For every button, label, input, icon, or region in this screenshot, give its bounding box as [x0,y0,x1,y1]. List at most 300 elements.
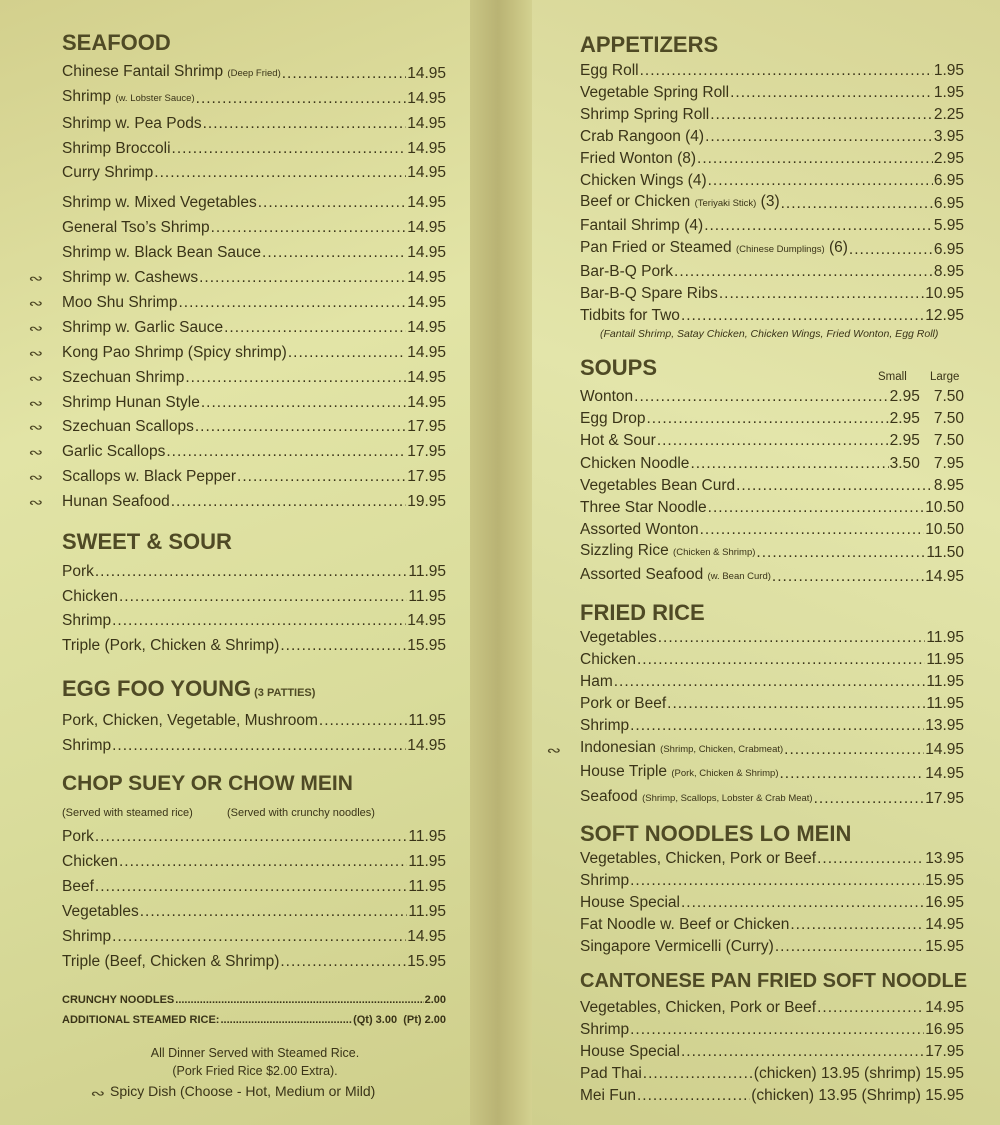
section-title-sweet-sour-text: SWEET & SOUR [62,529,232,554]
item-name: Assorted Wonton [580,521,699,538]
dot-leader [630,716,924,736]
dot-leader [681,1042,924,1062]
item-price: 11.95 [926,629,964,646]
menu-item-row [580,716,964,736]
dot-leader [95,562,407,582]
served-with-steamed-rice: (Served with steamed rice) [62,807,193,819]
menu-item-row [62,89,446,109]
item-name: Egg Drop [580,410,646,427]
dot-leader [643,1064,753,1084]
item-price: 6.95 [933,195,964,212]
menu-item-row [580,127,964,147]
dot-leader [630,871,924,891]
item-price: 16.95 [925,894,964,911]
dot-leader [282,64,406,84]
spicy-pepper-icon: ∾ [90,1085,106,1101]
item-price: 11.95 [926,651,964,668]
dot-leader [814,789,925,809]
item-price: 7.50 [933,410,964,427]
dot-leader [690,454,888,474]
footer-line-2: (Pork Fried Rice $2.00 Extra). [172,1064,338,1078]
menu-item-row [580,650,964,670]
item-name: Shrimp w. Mixed Vegetables [62,194,257,211]
menu-item-row [580,171,964,191]
menu-item-row [62,417,446,437]
dot-leader [154,163,406,183]
item-name: Pad Thai [580,1065,642,1082]
menu-item-row [580,498,964,518]
section-title-appetizers-text: APPETIZERS [580,32,719,57]
item-name: Vegetables, Chicken, Pork or Beef [580,850,817,867]
dot-leader [700,520,925,540]
item-name: Fried Wonton (8) [580,150,697,167]
menu-item-row [62,852,446,872]
dot-leader [658,628,926,648]
menu-item-row [580,105,964,125]
dot-leader [112,611,406,631]
section-title-seafood-text: SEAFOOD [62,30,171,55]
menu-item-row [62,114,446,134]
item-price: 3.95 [933,128,964,145]
menu-item-row [62,952,446,972]
dot-leader [203,114,407,134]
dot-leader [637,650,925,670]
item-price: 14.95 [407,928,446,945]
menu-item-row [580,915,964,935]
item-price: 11.95 [926,695,964,712]
item-note: (w. Bean Curd) [707,571,771,582]
menu-item-row [580,83,964,103]
item-price: 11.50 [926,544,964,561]
dot-leader [674,262,933,282]
section-title-fried-rice-text: FRIED RICE [580,600,705,625]
item-name: Bar-B-Q Pork [580,263,674,280]
spicy-pepper-icon: ∾ [28,395,44,411]
item-price: 11.95 [408,563,446,580]
item-price: 14.95 [925,916,964,933]
dot-leader [704,216,933,236]
item-name: Beef [62,878,94,895]
item-price: 15.95 [925,938,964,955]
menu-item-row [580,1042,964,1062]
menu-item-row [580,1020,964,1040]
dot-leader [775,937,924,957]
crunchy-noodles-label: CRUNCHY NOODLES [62,994,175,1006]
item-price: 15.95 [925,1065,964,1082]
dot-leader [258,193,406,213]
dot-leader [657,431,889,451]
menu-item-row [62,927,446,947]
dot-leader [166,442,406,462]
item-price: 1.95 [933,84,964,101]
item-price: 13.95 [925,717,964,734]
spicy-pepper-icon: ∾ [28,419,44,435]
item-price: 14.95 [407,115,446,132]
dot-leader [708,171,933,191]
dot-leader [667,694,925,714]
dot-leader [697,149,933,169]
section-title-appetizers [580,32,718,58]
section-title-soups [580,355,657,381]
dot-leader [772,567,924,587]
item-price: 11.95 [408,828,446,845]
dot-leader [119,587,407,607]
item-name: Crab Rangoon (4) [580,128,705,145]
item-name: Vegetables [580,629,657,646]
item-price: 14.95 [407,394,446,411]
item-price: 2.25 [933,106,964,123]
menu-item-row [62,318,446,338]
item-price-small: 2.95 [889,388,920,405]
item-price: 14.95 [407,90,446,107]
item-price: 13.95 [925,850,964,867]
item-price: 5.95 [933,217,964,234]
section-title-chop-suey [62,772,353,796]
spicy-pepper-icon: ∾ [546,742,562,758]
item-name: Scallops w. Black Pepper [62,468,237,485]
item-price-small: 2.95 [889,410,920,427]
item-name: Triple (Pork, Chicken & Shrimp) [62,637,280,654]
item-price: 12.95 [925,307,964,324]
menu-item-row [580,409,964,429]
tidbits-note: (Fantail Shrimp, Satay Chicken, Chicken Wings, Fried Wonton, Egg Roll) [600,328,939,340]
item-price: 14.95 [925,765,964,782]
item-note: (Shrimp, Chicken, Crabmeat) [660,744,784,755]
item-note: (Pork, Chicken & Shrimp) [671,768,779,779]
menu-item-row [62,193,446,213]
section-title-egg-foo-young-text: EGG FOO YOUNG [62,676,252,701]
dot-leader [710,105,933,125]
item-name: Beef or Chicken (Teriyaki Stick) (3) [580,193,780,210]
item-note: (Deep Fried) [227,68,281,79]
menu-item-row [580,628,964,648]
dot-leader [708,498,925,518]
menu-item-row [62,343,446,363]
item-name: Triple (Beef, Chicken & Shrimp) [62,953,280,970]
dot-leader [119,852,407,872]
dot-leader [817,998,924,1018]
item-name: Shrimp w. Pea Pods [62,115,202,132]
dot-leader [172,139,407,159]
menu-fold [470,0,532,1125]
item-price: 11.95 [926,673,964,690]
menu-item-row [580,262,964,282]
soup-small-header: Small [878,371,907,383]
item-name: Vegetables, Chicken, Pork or Beef [580,999,817,1016]
item-price: 8.95 [933,263,964,280]
item-price: 15.95 [925,1087,964,1104]
dot-leader [630,1020,924,1040]
item-price: 14.95 [407,319,446,336]
dot-leader [634,387,889,407]
dot-leader [112,736,406,756]
item-name: Assorted Seafood (w. Bean Curd) [580,566,771,583]
item-price: 11.95 [408,588,446,605]
menu-item-row [580,306,964,326]
spicy-pepper-icon: ∾ [28,320,44,336]
section-title-seafood [62,30,171,56]
menu-item-row [580,893,964,913]
item-name: Pork or Beef [580,695,667,712]
item-note: (Chicken & Shrimp) [673,547,756,558]
dot-leader [784,740,924,760]
menu-item-row [62,711,446,731]
menu-item-row [580,454,964,474]
item-price: 14.95 [407,140,446,157]
item-name: Shrimp [62,737,112,754]
menu-item-row [580,61,964,81]
item-name: Three Star Noodle [580,499,707,516]
dot-leader [95,877,407,897]
item-name: Vegetable Spring Roll [580,84,730,101]
section-title-fried-rice [580,600,705,626]
item-price: 19.95 [407,493,446,510]
item-price: 7.50 [933,388,964,405]
menu-item-row [62,587,446,607]
spicy-pepper-icon: ∾ [28,295,44,311]
item-name: House Special [580,1043,680,1060]
menu-item-row [62,902,446,922]
menu-item-row [580,431,964,451]
dot-leader [201,393,406,413]
dot-leader [640,61,933,81]
menu-item-row [580,194,964,214]
section-title-soft-noodles-text: SOFT NOODLES LO MEIN [580,821,852,846]
item-price: 14.95 [407,344,446,361]
item-name: Sizzling Rice (Chicken & Shrimp) [580,542,756,559]
item-price: 17.95 [925,1043,964,1060]
item-price: 8.95 [933,477,964,494]
dot-leader [199,268,406,288]
dot-leader [262,243,406,263]
item-name: Ham [580,673,613,690]
additional-rice-label: ADDITIONAL STEAMED RICE: [62,1014,220,1026]
dot-leader [280,636,406,656]
item-name: Chicken [62,853,118,870]
item-name: Bar-B-Q Spare Ribs [580,285,718,302]
dot-leader [781,194,933,214]
item-price: 17.95 [407,418,446,435]
item-price: 11.95 [408,712,446,729]
menu-item-row [62,827,446,847]
item-note: (Shrimp, Scallops, Lobster & Crab Meat) [642,793,813,804]
menu-item-row [62,611,446,631]
item-name: Singapore Vermicelli (Curry) [580,938,774,955]
item-price: 15.95 [407,953,446,970]
menu-item-row [580,672,964,692]
dot-leader [224,318,406,338]
menu-item-row [580,567,964,587]
menu-item-row [580,694,964,714]
dot-leader [681,893,924,913]
menu-item-row [580,387,964,407]
item-name: Hot & Sour [580,432,656,449]
menu-item-row [62,163,446,183]
item-note: (w. Lobster Sauce) [115,93,195,104]
section-title-egg-foo-young [62,676,315,702]
menu-item-row [580,740,964,760]
item-name: Pan Fried or Steamed (Chinese Dumplings) (6) [580,239,848,256]
menu-item-row [62,442,446,462]
item-name: Shrimp [62,928,112,945]
menu-item-row [580,998,964,1018]
dot-leader [95,827,407,847]
item-price: 2.95 [933,150,964,167]
menu-item-row [62,268,446,288]
item-name: Fat Noodle w. Beef or Chicken [580,916,790,933]
item-name: Mei Fun [580,1087,636,1104]
item-price: 17.95 [407,443,446,460]
item-price: 14.95 [407,612,446,629]
item-note: (Teriyaki Stick) [694,198,757,209]
menu-item-row [580,789,964,809]
section-title-cantonese-text: CANTONESE PAN FRIED SOFT NOODLE [580,970,968,992]
dot-leader [288,343,406,363]
dot-leader [730,83,933,103]
item-price: 10.50 [925,521,964,538]
item-price: 17.95 [407,468,446,485]
item-name: Tidbits for Two [580,307,680,324]
item-name: Shrimp Broccoli [62,140,171,157]
item-name: Shrimp w. Black Bean Sauce [62,244,262,261]
item-price: 6.95 [933,241,964,258]
dot-leader [220,1014,352,1026]
item-mid-price: (chicken) 13.95 (shrimp) [753,1065,926,1082]
item-name: Shrimp w. Garlic Sauce [62,319,224,336]
item-price: 1.95 [933,62,964,79]
menu-item-row [580,543,964,563]
item-name: Pork, Chicken, Vegetable, Mushroom [62,712,318,729]
section-title-sweet-sour [62,529,232,555]
footer-line-3: Spicy Dish (Choose - Hot, Medium or Mild) [110,1083,376,1099]
section-title-chop-suey-text: CHOP SUEY OR CHOW MEIN [62,772,353,795]
item-price-small: 3.50 [889,455,920,472]
item-price: 14.95 [925,999,964,1016]
item-price: 7.50 [933,432,964,449]
menu-item-row [580,849,964,869]
item-price: 14.95 [407,294,446,311]
crunchy-noodles-price: 2.00 [424,994,446,1006]
soup-large-header: Large [930,371,960,383]
item-price: 14.95 [925,568,964,585]
item-price: 15.95 [925,872,964,889]
menu-item-row [62,293,446,313]
menu-item-row [62,243,446,263]
additional-rice-qt: (Qt) 3.00 [353,1014,398,1026]
item-name: Chicken [62,588,118,605]
additional-rice-row [62,1010,446,1026]
dot-leader [790,915,924,935]
menu-item-row [62,64,446,84]
item-name: Shrimp Hunan Style [62,394,200,411]
menu-item-row [580,520,964,540]
dot-leader [211,218,407,238]
item-note: (Chinese Dumplings) [735,244,825,255]
spicy-pepper-icon: ∾ [28,469,44,485]
item-price: 7.95 [933,455,964,472]
menu-item-row [580,149,964,169]
item-name: General Tso’s Shrimp [62,219,210,236]
item-price: 6.95 [933,172,964,189]
item-price: 14.95 [407,737,446,754]
dot-leader [237,467,406,487]
item-name: Shrimp [580,872,630,889]
right-menu-panel [532,0,1000,1125]
menu-item-row [62,368,446,388]
footer-line-1: All Dinner Served with Steamed Rice. [150,1046,360,1060]
item-price: 14.95 [407,369,446,386]
item-price: 11.95 [408,853,446,870]
section-title-soft-noodles [580,821,851,847]
menu-item-row [62,393,446,413]
dot-leader [178,293,406,313]
menu-item-row [580,476,964,496]
item-name: House Triple (Pork, Chicken & Shrimp) [580,763,779,780]
item-price: 14.95 [407,244,446,261]
item-name: Szechuan Shrimp [62,369,185,386]
item-name: Shrimp (w. Lobster Sauce) [62,88,195,105]
spicy-pepper-icon: ∾ [28,494,44,510]
menu-item-row [580,764,964,784]
item-name: Fantail Shrimp (4) [580,217,704,234]
dot-leader [171,492,406,512]
item-name: Vegetables [62,903,139,920]
menu-item-row [62,492,446,512]
section-title-cantonese [580,970,967,993]
dot-leader [849,240,933,260]
section-title-egg-foo-young-note: (3 PATTIES) [251,687,316,699]
dot-leader [140,902,408,922]
spicy-pepper-icon: ∾ [28,444,44,460]
item-price: 16.95 [925,1021,964,1038]
item-name: Chicken [580,651,636,668]
dot-leader [280,952,406,972]
menu-item-row [580,240,964,260]
item-name: Kong Pao Shrimp (Spicy shrimp) [62,344,287,361]
dot-leader [319,711,407,731]
item-price: 14.95 [407,194,446,211]
item-name: House Special [580,894,680,911]
dot-leader [646,409,888,429]
dot-leader [817,849,924,869]
left-menu-panel [0,0,470,1125]
item-name: Garlic Scallops [62,443,166,460]
item-name: Vegetables Bean Curd [580,477,736,494]
item-name: Szechuan Scallops [62,418,194,435]
item-name: Shrimp Spring Roll [580,106,710,123]
dot-leader [112,927,406,947]
dot-leader [614,672,926,692]
item-price: 14.95 [407,219,446,236]
served-with-crunchy-noodles: (Served with crunchy noodles) [227,807,375,819]
menu-item-row [580,216,964,236]
item-price: 10.50 [925,499,964,516]
item-name: Shrimp w. Cashews [62,269,199,286]
menu-item-row [580,871,964,891]
additional-rice-pt: (Pt) 2.00 [397,1014,446,1026]
item-price: 15.95 [407,637,446,654]
item-name: Chicken Noodle [580,455,690,472]
dot-leader [719,284,924,304]
section-title-soups-text: SOUPS [580,355,658,380]
item-price: 11.95 [408,903,446,920]
item-price: 14.95 [925,741,964,758]
menu-item-row [62,467,446,487]
dot-leader [756,543,925,563]
item-price: 14.95 [407,269,446,286]
menu-item-row [62,877,446,897]
item-price: 17.95 [925,790,964,807]
